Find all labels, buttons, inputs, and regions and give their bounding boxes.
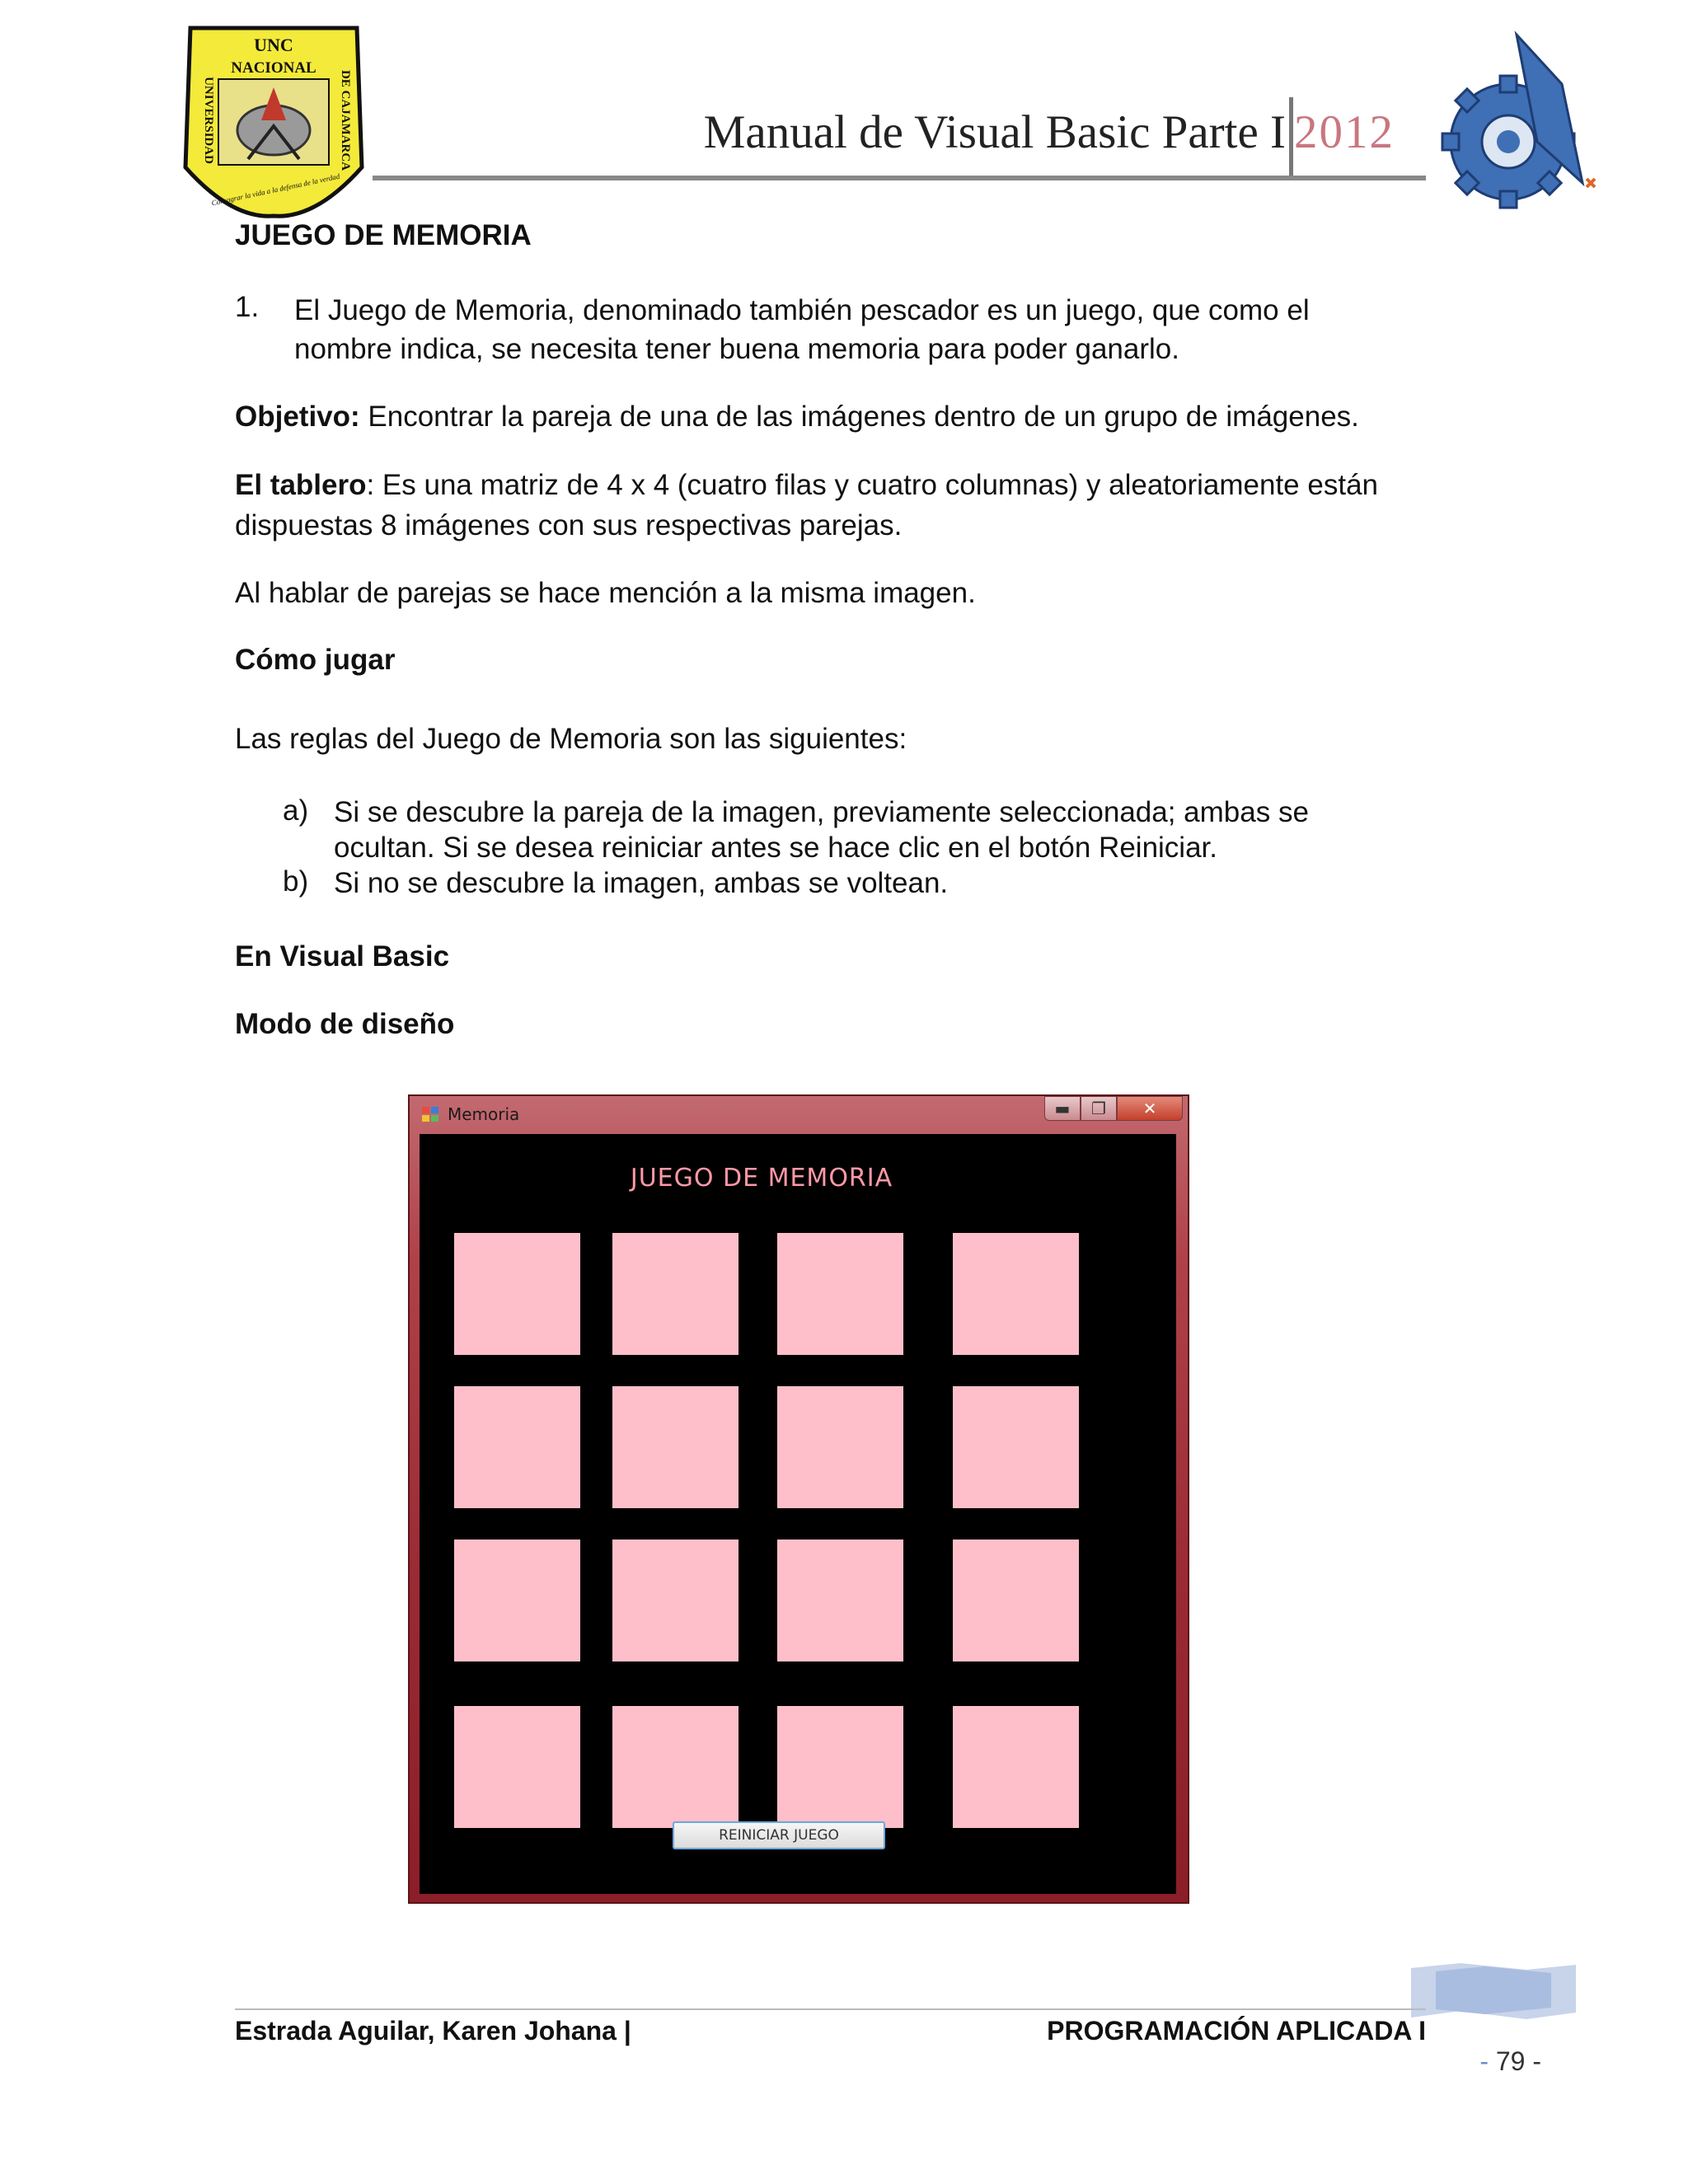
memory-tile[interactable] — [953, 1233, 1079, 1355]
memory-tile[interactable] — [454, 1233, 580, 1355]
memory-tile[interactable] — [454, 1386, 580, 1508]
page-number-prefix: - — [1479, 2046, 1496, 2076]
rule-b-line-1: Si no se descubre la imagen, ambas se voltean. — [334, 867, 949, 899]
logo-text-cajamarca: DE CAJAMARCA — [339, 69, 352, 171]
memory-tile[interactable] — [612, 1233, 738, 1355]
header-separator — [1289, 97, 1293, 176]
window-titlebar[interactable] — [410, 1096, 1188, 1134]
objetivo-text: Encontrar la pareja de una de las imágenes dentro de un grupo de imágenes. — [359, 401, 1359, 433]
logo-text-nacional: NACIONAL — [231, 59, 316, 77]
rule-a-line-2: ocultan. Si se desea reiniciar antes se hace clic en el botón Reiniciar. — [334, 832, 1217, 864]
memory-tile[interactable] — [612, 1386, 738, 1508]
reset-game-button[interactable]: REINICIAR JUEGO — [673, 1821, 885, 1849]
logo-text-unc: UNC — [254, 35, 293, 55]
intro-line-2: nombre indica, se necesita tener buena memoria para poder ganarlo. — [294, 333, 1179, 365]
memory-tile[interactable] — [454, 1706, 580, 1828]
document-title: Manual de Visual Basic Parte I — [703, 106, 1286, 158]
section-heading: JUEGO DE MEMORIA — [235, 219, 532, 251]
tablero-text-1: : Es una matriz de 4 x 4 (cuatro filas y cuatro columnas) y aleatoriamente están — [366, 469, 1378, 501]
como-jugar-heading: Cómo jugar — [235, 644, 396, 676]
logo-text-motto: Consagrar la vida a la defensa de la verdad — [210, 171, 341, 208]
game-board-area — [420, 1134, 1176, 1894]
memory-tile[interactable] — [612, 1706, 738, 1828]
window-title: Memoria — [448, 1104, 520, 1124]
footer-rule — [235, 2008, 1426, 2010]
close-icon: ✕ — [1142, 1099, 1157, 1118]
parejas-paragraph: Al hablar de parejas se hace mención a la misma imagen. — [235, 577, 976, 609]
memoria-window — [408, 1094, 1189, 1904]
game-title: JUEGO DE MEMORIA — [630, 1164, 893, 1193]
tablero-paragraph-line-2: dispuestas 8 imágenes con sus respectivas parejas. — [235, 509, 903, 541]
footer-ribbon-decoration — [1411, 1961, 1576, 2023]
rule-a-line-1: Si se descubre la pareja de la imagen, previamente seleccionada; ambas se — [334, 796, 1309, 828]
memory-tile[interactable] — [777, 1706, 903, 1828]
minimize-button[interactable] — [1044, 1096, 1081, 1121]
memory-tile[interactable] — [777, 1233, 903, 1355]
tablero-label: El tablero — [235, 469, 367, 501]
page-number-value: 79 — [1495, 2046, 1526, 2076]
app-icon — [421, 1106, 439, 1122]
objetivo-label: Objetivo: — [235, 401, 360, 433]
rule-b-label: b) — [283, 865, 309, 898]
logo-text-universidad: UNIVERSIDAD — [202, 77, 215, 164]
reglas-intro: Las reglas del Juego de Memoria son las siguientes: — [235, 723, 907, 755]
memory-tile[interactable] — [777, 1386, 903, 1508]
footer-author: Estrada Aguilar, Karen Johana | — [235, 2016, 631, 2046]
maximize-icon: ❐ — [1091, 1099, 1106, 1118]
window-controls — [1044, 1096, 1183, 1121]
memory-tile[interactable] — [953, 1386, 1079, 1508]
modo-diseno-heading: Modo de diseño — [235, 1008, 455, 1040]
list-number: 1. — [235, 291, 260, 323]
memory-tile[interactable] — [612, 1540, 738, 1661]
rule-a-label: a) — [283, 794, 309, 827]
maximize-button[interactable] — [1081, 1096, 1117, 1121]
header-rule — [373, 176, 1426, 180]
en-visual-basic-heading: En Visual Basic — [235, 940, 450, 972]
memory-tile[interactable] — [454, 1540, 580, 1661]
page-number — [1426, 2046, 1541, 2077]
memory-tile[interactable] — [953, 1706, 1079, 1828]
memory-tile[interactable] — [777, 1540, 903, 1661]
objetivo-paragraph — [235, 397, 1463, 437]
close-button[interactable] — [1117, 1096, 1183, 1121]
minimize-icon: ▬ — [1054, 1099, 1071, 1118]
tablero-paragraph-line-1 — [235, 466, 1463, 505]
intro-line-1: El Juego de Memoria, denominado también pescador es un juego, que como el — [294, 294, 1310, 326]
footer-course: PROGRAMACIÓN APLICADA I — [1047, 2016, 1426, 2046]
gear-emblem-logo — [1438, 18, 1603, 224]
memory-tile[interactable] — [953, 1540, 1079, 1661]
page-number-suffix: - — [1525, 2046, 1541, 2076]
unc-crest-logo — [176, 23, 372, 219]
document-year: 2012 — [1294, 106, 1395, 158]
